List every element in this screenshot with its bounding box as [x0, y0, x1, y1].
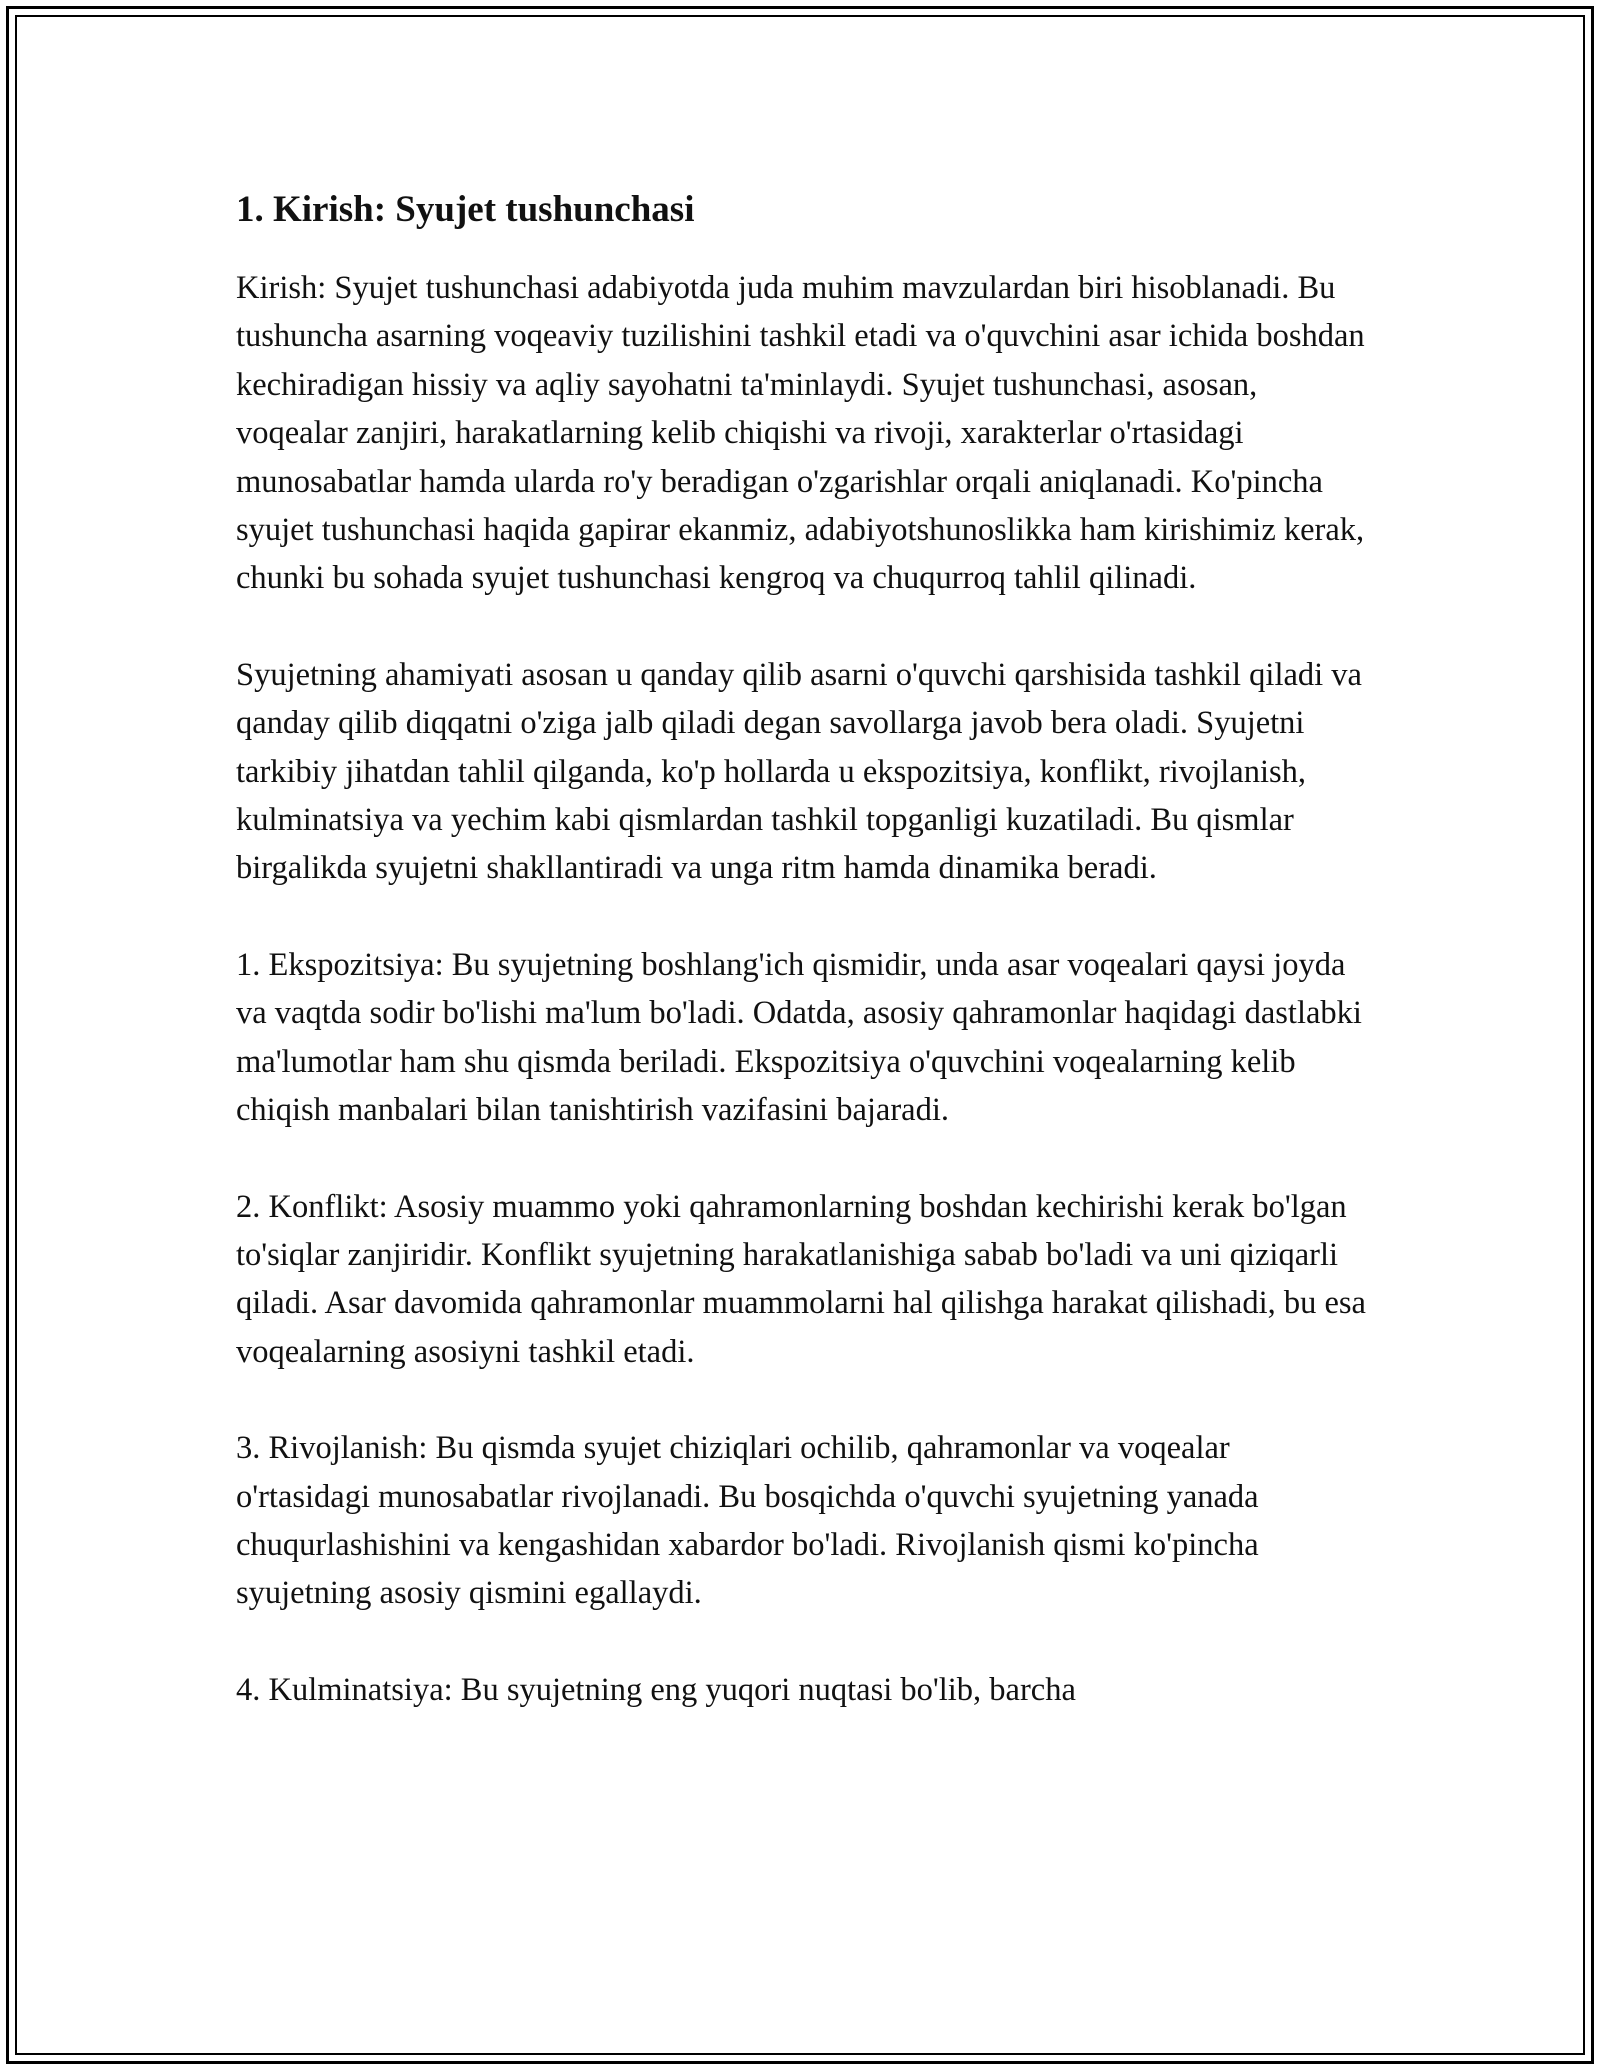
paragraph-intro: Kirish: Syujet tushunchasi adabiyotda juda muhim mavzulardan biri hisoblanadi. Bu tushuncha asarning voqeaviy tuzilishini tashkil etadi va o'quvchini asar ichida boshdan kechiradigan hissiy va aqliy sayohatni ta'minlaydi. Syujet tushunchasi, asosan, voqealar zanjiri, harakatlarning kelib chiqishi va rivoji, xarakterlar o'rtasidagi munosabatlar hamda ularda ro'y beradigan o'zgarishlar orqali aniqlanadi. Ko'pincha syujet tushunchasi haqida gapirar ekanmiz, adabiyotshunoslikka ham kirishimiz kerak, chunki bu sohada syujet tushunchasi kengroq va chuqurroq tahlil qilinadi.	[236, 270, 1365, 597]
paragraph-importance: Syujetning ahamiyati asosan u qanday qilib asarni o'quvchi qarshisida tashkil qiladi va qanday qilib diqqatni o'ziga jalb qiladi degan savollarga javob bera oladi. Syujetni tarkibiy jihatdan tahlil qilganda, ko'p hollarda u ekspozitsiya, konflikt, rivojlanish, kulminatsiya va yechim kabi qismlardan tashkil topganligi kuzatiladi. Bu qismlar birgalikda syujetni shakllantiradi va unga ritm hamda dinamika beradi.	[236, 656, 1362, 887]
paragraph-exposition: 1. Ekspozitsiya: Bu syujetning boshlang'ich qismidir, unda asar voqealari qaysi joyda va vaqtda sodir bo'lishi ma'lum bo'ladi. Odatda, asosiy qahramonlar haqidagi dastlabki ma'lumotlar ham shu qismda beriladi. Ekspozitsiya o'quvchini voqealarning kelib chiqish manbalari bilan tanishtirish vazifasini bajaradi.	[236, 946, 1362, 1129]
paragraph-climax: 4. Kulminatsiya: Bu syujetning eng yuqori nuqtasi bo'lib, barcha	[236, 1671, 1076, 1708]
document-body	[236, 186, 1366, 1762]
document-title: 1. Kirish: Syujet tushunchasi	[236, 189, 695, 230]
paragraph-conflict: 2. Konflikt: Asosiy muammo yoki qahramonlarning boshdan kechirishi kerak bo'lgan to'siqlar zanjiridir. Konflikt syujetning harakatlanishiga sabab bo'ladi va uni qiziqarli qiladi. Asar davomida qahramonlar muammolarni hal qilishga harakat qilishadi, bu esa voqealarning asosiyni tashkil etadi.	[236, 1188, 1366, 1370]
paragraph-development: 3. Rivojlanish: Bu qismda syujet chiziqlari ochilib, qahramonlar va voqealar o'rtasidagi munosabatlar rivojlanadi. Bu bosqichda o'quvchi syujetning yanada chuqurlashishini va kengashidan xabardor bo'ladi. Rivojlanish qismi ko'pincha syujetning asosiy qismini egallaydi.	[236, 1430, 1259, 1612]
